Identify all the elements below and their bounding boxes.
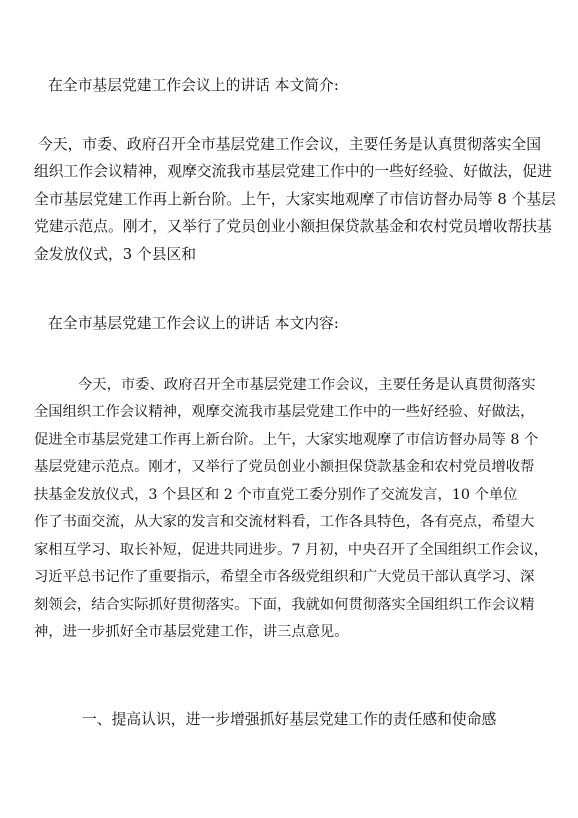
summary-line-3: 全市基层党建工作再上新台阶。上午，大家实地观摩了市信访督办局等 8 个基层 — [34, 191, 556, 208]
content-line-3: 促进全市基层党建工作再上新台阶。上午，大家实地观摩了市信访督办局等 8 个 — [34, 432, 539, 448]
summary-line-4: 党建示范点。刚才，又举行了党员创业小额担保贷款基金和农村党员增收帮扶基 — [34, 218, 552, 235]
summary-line-5: 金发放仪式，3 个县区和 — [34, 246, 197, 263]
content-line-1: 今天，市委、政府召开全市基层党建工作会议，主要任务是认真贯彻落实 — [78, 377, 536, 393]
content-line-10: 神，进一步抓好全市基层党建工作，讲三点意见。 — [34, 624, 349, 640]
section-heading-1: 一、提高认识，进一步增强抓好基层党建工作的责任感和使命感 — [82, 711, 497, 728]
content-line-9: 刻领会，结合实际抓好贯彻落实。下面，我就如何贯彻落实全国组织工作会议精 — [34, 597, 535, 613]
content-heading: 在全市基层党建工作会议上的讲话 本文内容: — [48, 315, 339, 332]
summary-heading: 在全市基层党建工作会议上的讲话 本文简介: — [48, 77, 339, 94]
content-line-7: 家相互学习、取长补短，促进共同进步。7 月初，中央召开了全国组织工作会议， — [34, 542, 549, 558]
summary-line-2: 组织工作会议精神，观摩交流我市基层党建工作中的一些好经验、好做法，促进 — [34, 163, 552, 180]
content-line-4: 基层党建示范点。刚才，又举行了党员创业小额担保贷款基金和农村党员增收帮 — [34, 459, 535, 475]
content-line-5: 扶基金发放仪式，3 个县区和 2 个市直党工委分别作了交流发言，10 个单位 — [34, 487, 518, 503]
content-line-8: 习近平总书记作了重要指示，希望全市各级党组织和广大党员干部认真学习、深 — [34, 569, 535, 585]
summary-line-1: 今天，市委、政府召开全市基层党建工作会议，主要任务是认真贯彻落实全国 — [38, 136, 542, 153]
content-line-2: 全国组织工作会议精神，观摩交流我市基层党建工作中的一些好经验、好做法， — [34, 404, 535, 420]
content-line-6: 作了书面交流，从大家的发言和交流材料看，工作各具特色，各有亮点，希望大 — [34, 514, 535, 530]
